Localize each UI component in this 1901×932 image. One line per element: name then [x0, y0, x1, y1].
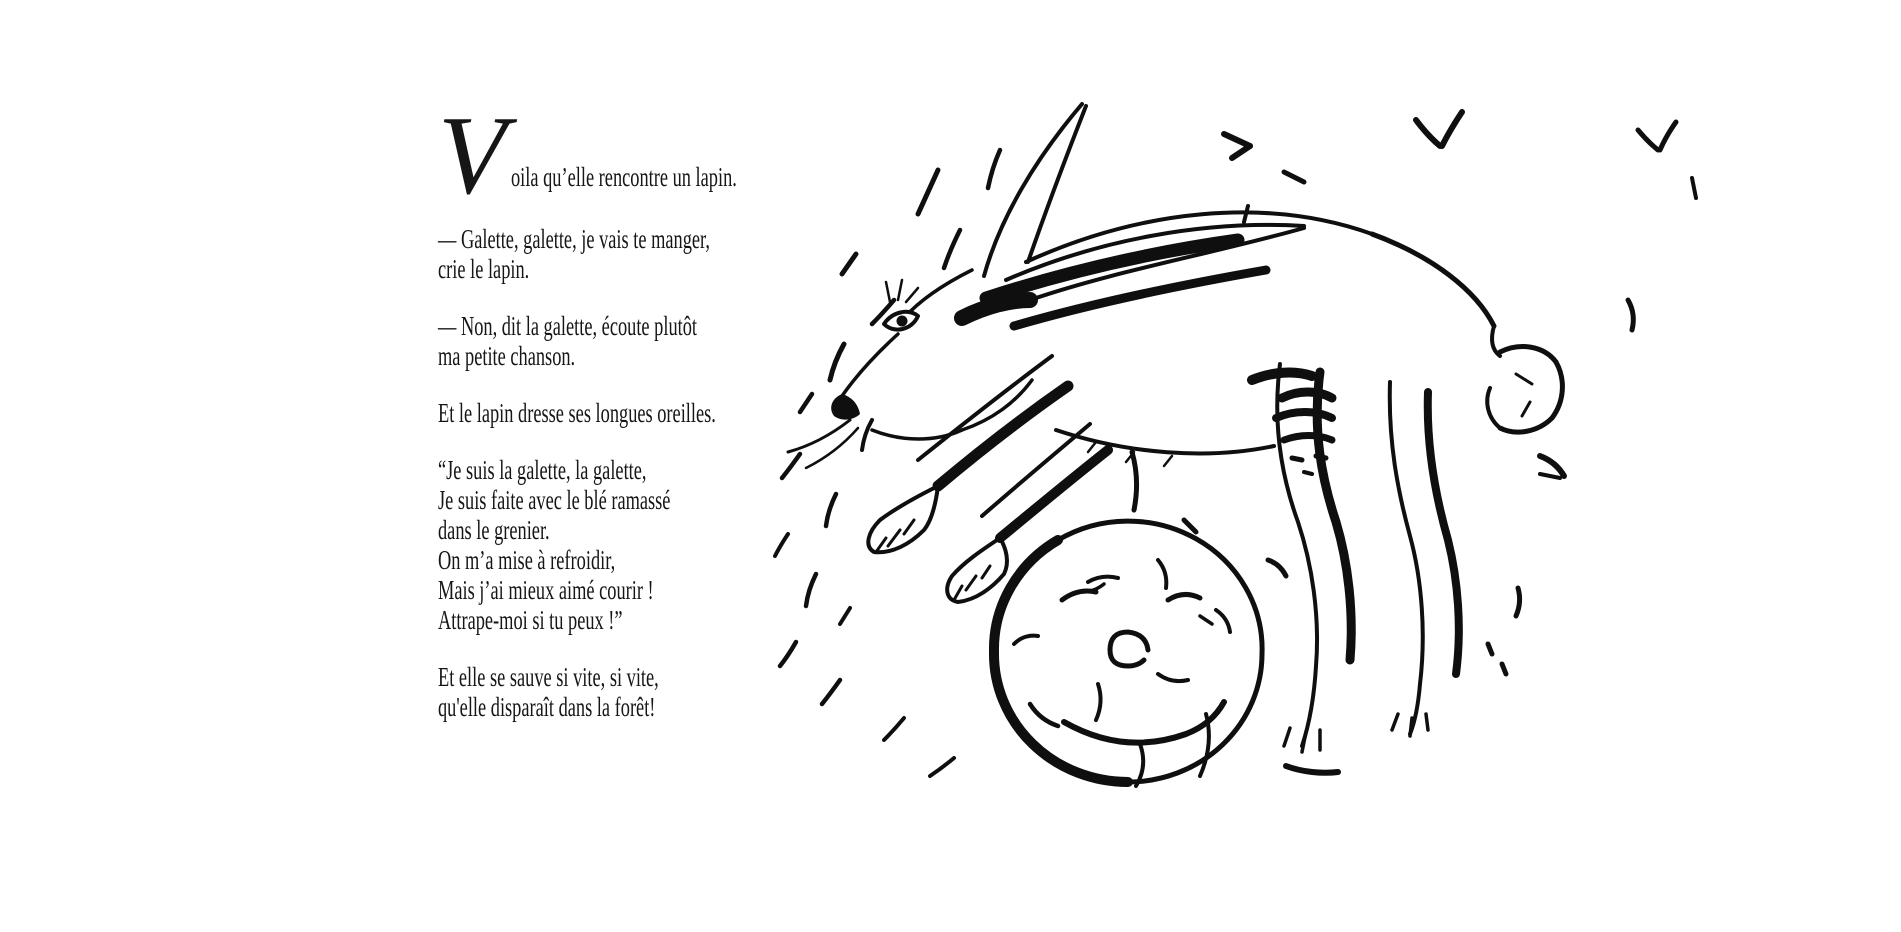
- story-line: — Non, dit la galette, écoute plutôt: [438, 310, 698, 341]
- story-line: Et elle se sauve si vite, si vite,: [438, 661, 659, 692]
- opening-line: oila qu’elle rencontre un lapin.: [511, 161, 738, 192]
- drop-cap: V: [438, 94, 505, 218]
- story-line: qu'elle disparaît dans la forêt!: [438, 691, 656, 722]
- story-line: dans le grenier.: [438, 514, 550, 545]
- story-line: On m’a mise à refroidir,: [438, 544, 616, 575]
- rabbit-galette-illustration: [650, 60, 1750, 880]
- rabbit-drawing: [788, 104, 1562, 773]
- story-line: ma petite chanson.: [438, 340, 576, 371]
- story-line: “Je suis la galette, la galette,: [438, 454, 647, 485]
- galette-drawing: [994, 521, 1262, 786]
- story-line: Attrape-moi si tu peux !”: [438, 604, 623, 635]
- story-line: Et le lapin dresse ses longues oreilles.: [438, 397, 716, 428]
- story-line: Je suis faite avec le blé ramassé: [438, 484, 671, 515]
- story-line: crie le lapin.: [438, 253, 530, 284]
- story-line: Mais j’ai mieux aimé courir !: [438, 574, 654, 605]
- story-line: — Galette, galette, je vais te manger,: [438, 223, 711, 254]
